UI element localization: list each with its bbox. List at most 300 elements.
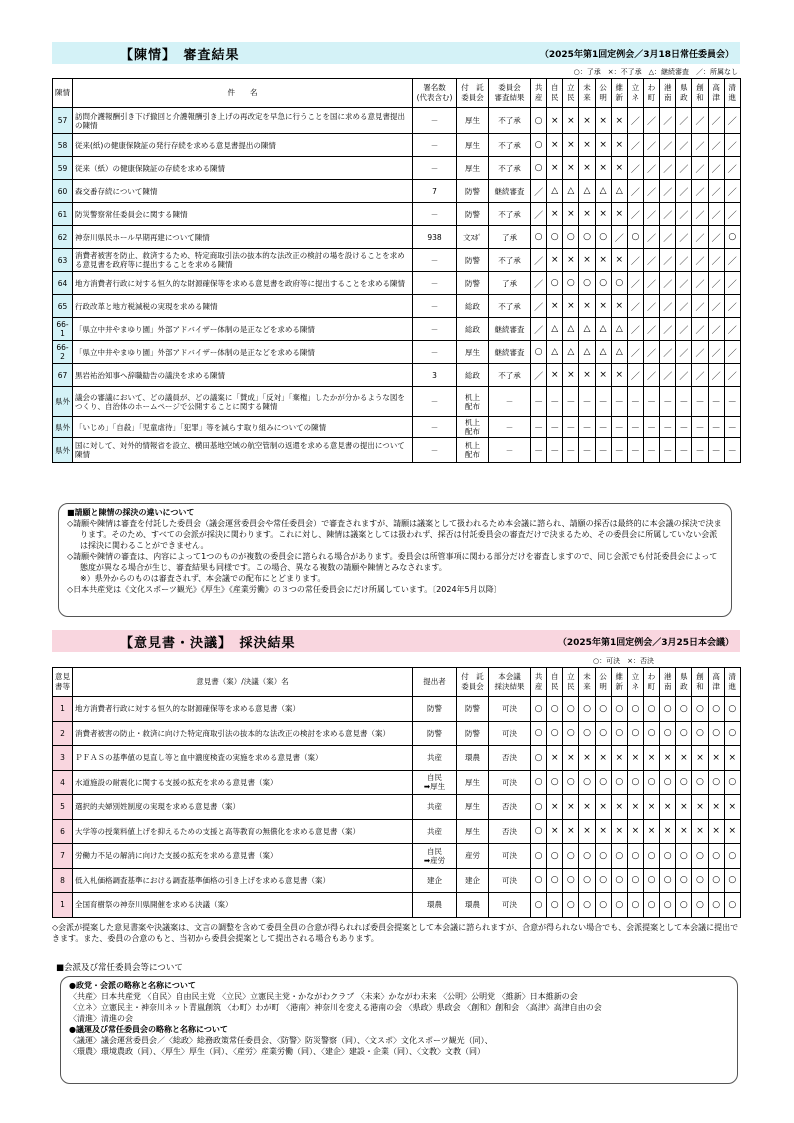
party-vote: － bbox=[724, 387, 740, 417]
party-vote: ○ bbox=[724, 844, 740, 869]
party-header bbox=[708, 79, 724, 108]
party-vote: － bbox=[643, 387, 659, 417]
party-vote: ○ bbox=[643, 697, 659, 722]
opinion-number: 6 bbox=[53, 819, 73, 844]
petition-row bbox=[53, 364, 741, 387]
party-vote: ／ bbox=[660, 249, 676, 272]
party-header-char: 共 bbox=[534, 672, 543, 681]
party-vote: ○ bbox=[531, 721, 547, 746]
col-sig: 署名数 (代表含む) bbox=[413, 79, 457, 108]
opinion-result: 可決 bbox=[489, 893, 531, 918]
note1-p3: ※）県外からのものは審査されず、本会議での配布にとどまります。 bbox=[80, 574, 326, 583]
party-header bbox=[595, 79, 611, 108]
petition-number: 67 bbox=[53, 364, 73, 387]
party-vote: × bbox=[611, 157, 627, 180]
party-vote: ／ bbox=[660, 157, 676, 180]
party-vote: ／ bbox=[643, 157, 659, 180]
petition-legend: ○：了承 ×：不了承 △：継続審査 ／：所属なし bbox=[573, 68, 738, 76]
party-header bbox=[660, 79, 676, 108]
col-com: 付 託 委員会 bbox=[457, 79, 489, 108]
petition-committee: 机上 配布 bbox=[457, 417, 489, 438]
opinion-note: ◇会派が提案した意見書案や決議案は、文言の調整を含めて委員全員の合意が得られれば委員会提案として本会議に諮られますが、合意が得られない場合でも、会派提案として本会議に提出できます。また、委員の合意のもと、当初から委員会提案として提出される場合もあります。 bbox=[52, 923, 739, 943]
petition-row bbox=[53, 387, 741, 417]
party-vote: ／ bbox=[676, 108, 692, 134]
party-vote: ／ bbox=[676, 157, 692, 180]
party-header-char: 民 bbox=[550, 93, 559, 102]
petition-name: 地方消費者行政に対する恒久的な財源確保等を求める意見書を政府等に提出することを求める陳情 bbox=[73, 272, 413, 295]
party-vote: － bbox=[579, 387, 595, 417]
col-name: 意見書（案）/決議（案）名 bbox=[73, 668, 413, 697]
party-vote: ／ bbox=[676, 249, 692, 272]
petition-committee: 厚生 bbox=[457, 108, 489, 134]
party-vote: ／ bbox=[692, 341, 708, 364]
opinion-row bbox=[53, 770, 741, 795]
party-vote: × bbox=[627, 795, 643, 820]
party-header-char: 維 bbox=[615, 672, 624, 681]
party-vote: ○ bbox=[595, 721, 611, 746]
party-header bbox=[627, 79, 643, 108]
party-vote: ／ bbox=[531, 249, 547, 272]
party-vote: × bbox=[708, 819, 724, 844]
petition-signatures: － bbox=[413, 417, 457, 438]
petition-row bbox=[53, 180, 741, 203]
party-header-char: わ bbox=[647, 83, 656, 92]
party-vote: ／ bbox=[708, 226, 724, 249]
party-header-char: 進 bbox=[728, 93, 736, 102]
party-vote: － bbox=[724, 417, 740, 438]
committee-abbr-line: 〈議運〉議会運営委員会／〈総政〉総務政策常任委員会、〈防警〉防災警察（同）、〈文スポ〉文化スポーツ観光（同）、 bbox=[69, 1036, 493, 1045]
party-header-char: 共 bbox=[534, 83, 543, 92]
party-vote: － bbox=[708, 417, 724, 438]
opinion-submitter: 防警 bbox=[413, 697, 457, 722]
party-vote: ○ bbox=[724, 721, 740, 746]
petition-row bbox=[53, 134, 741, 157]
party-vote: ／ bbox=[724, 249, 740, 272]
party-vote: △ bbox=[579, 180, 595, 203]
party-vote: × bbox=[595, 746, 611, 771]
party-vote: ／ bbox=[692, 272, 708, 295]
party-vote: ○ bbox=[708, 721, 724, 746]
party-vote: ／ bbox=[660, 364, 676, 387]
party-header bbox=[563, 668, 579, 697]
petition-signatures: 3 bbox=[413, 364, 457, 387]
party-vote: ○ bbox=[595, 272, 611, 295]
col-res: 本会議 採決結果 bbox=[489, 668, 531, 697]
petition-result: 了承 bbox=[489, 226, 531, 249]
party-header-char: 自 bbox=[550, 672, 559, 681]
party-vote: ○ bbox=[531, 341, 547, 364]
petition-row bbox=[53, 226, 741, 249]
petition-result: － bbox=[489, 387, 531, 417]
party-vote: ○ bbox=[531, 795, 547, 820]
party-vote: ○ bbox=[531, 819, 547, 844]
petition-signatures: － bbox=[413, 387, 457, 417]
petition-signatures: － bbox=[413, 108, 457, 134]
petition-name: 防災警察常任委員会に関する陳情 bbox=[73, 203, 413, 226]
party-header-char: 明 bbox=[599, 93, 607, 102]
party-vote: × bbox=[611, 134, 627, 157]
party-vote: ／ bbox=[692, 318, 708, 341]
party-vote: ○ bbox=[563, 893, 579, 918]
party-vote: ○ bbox=[611, 770, 627, 795]
opinion-name: ＰＦＡＳの基準値の見直し等と血中濃度検査の実施を求める意見書（案） bbox=[73, 746, 413, 771]
opinion-submitter: 共産 bbox=[413, 746, 457, 771]
opinion-name: 消費者被害の防止・救済に向けた特定商取引法の抜本的な法改正の検討を求める意見書（案） bbox=[73, 721, 413, 746]
party-vote: △ bbox=[547, 318, 563, 341]
party-vote: － bbox=[692, 417, 708, 438]
party-header-char: 高 bbox=[712, 672, 720, 681]
party-vote: × bbox=[676, 746, 692, 771]
party-vote: × bbox=[643, 795, 659, 820]
party-vote: ○ bbox=[547, 844, 563, 869]
petition-row bbox=[53, 438, 741, 463]
party-header-char: 産 bbox=[534, 93, 543, 102]
party-vote: × bbox=[660, 819, 676, 844]
party-vote: ／ bbox=[724, 134, 740, 157]
party-vote: × bbox=[595, 108, 611, 134]
opinion-number: 7 bbox=[53, 844, 73, 869]
petition-number: 66-1 bbox=[53, 318, 73, 341]
party-abbr-line: 〈立ネ〉立憲民主・神奈川ネット青嵐創筑 〈わ町〉わが町 〈港南〉神奈川を変える港南の会 〈県政〉県政会 〈創和〉創和会 〈高津〉高津自由の会 bbox=[69, 1003, 602, 1012]
party-vote: × bbox=[595, 364, 611, 387]
party-vote: ／ bbox=[724, 108, 740, 134]
party-vote: × bbox=[547, 108, 563, 134]
party-vote: ○ bbox=[595, 844, 611, 869]
party-vote: ／ bbox=[627, 318, 643, 341]
party-header-char: 港 bbox=[663, 672, 672, 681]
party-vote: ／ bbox=[676, 226, 692, 249]
opinion-committee: 産労 bbox=[457, 844, 489, 869]
petition-name: 黒岩祐治知事へ辞職勧告の議決を求める陳情 bbox=[73, 364, 413, 387]
party-vote: ○ bbox=[643, 844, 659, 869]
committee-abbr-line: 〈環農〉環境農政（同）、〈厚生〉厚生（同）、〈産労〉産業労働（同）、〈建企〉建設・企業（同）、〈文教〉文教（同） bbox=[69, 1047, 485, 1056]
party-vote: × bbox=[611, 249, 627, 272]
party-vote: △ bbox=[611, 318, 627, 341]
party-vote: － bbox=[611, 417, 627, 438]
opinion-submitter: 共産 bbox=[413, 795, 457, 820]
party-vote: × bbox=[660, 795, 676, 820]
party-vote: × bbox=[547, 134, 563, 157]
party-vote: × bbox=[692, 819, 708, 844]
party-vote: ○ bbox=[708, 868, 724, 893]
petition-name: 国に対して、対外的情報省を設立、横田基地空域の航空管制の返還を求める意見書の提出について陳情 bbox=[73, 438, 413, 463]
party-vote: × bbox=[611, 364, 627, 387]
party-vote: × bbox=[579, 157, 595, 180]
opinion-row bbox=[53, 697, 741, 722]
party-vote: × bbox=[611, 295, 627, 318]
petition-result: 了承 bbox=[489, 272, 531, 295]
party-vote: △ bbox=[611, 180, 627, 203]
petition-row bbox=[53, 272, 741, 295]
petition-row bbox=[53, 157, 741, 180]
party-header-char: 政 bbox=[680, 93, 688, 102]
opinion-committee: 環農 bbox=[457, 893, 489, 918]
party-vote: － bbox=[692, 387, 708, 417]
petition-signatures: 938 bbox=[413, 226, 457, 249]
party-header-char: わ bbox=[647, 672, 656, 681]
petition-row bbox=[53, 417, 741, 438]
party-header bbox=[692, 668, 708, 697]
petition-number: 県外 bbox=[53, 438, 73, 463]
party-vote: － bbox=[547, 417, 563, 438]
party-vote: ／ bbox=[660, 318, 676, 341]
party-vote: － bbox=[547, 387, 563, 417]
party-vote: ○ bbox=[627, 844, 643, 869]
opinion-name: 低入札価格調査基準における調査基準価格の引き上げを求める意見書（案） bbox=[73, 868, 413, 893]
party-header-char: 創 bbox=[696, 672, 704, 681]
party-header bbox=[660, 668, 676, 697]
opinion-result: 否決 bbox=[489, 746, 531, 771]
party-header-char: 南 bbox=[663, 93, 672, 102]
party-vote: － bbox=[643, 417, 659, 438]
party-vote: ／ bbox=[708, 203, 724, 226]
party-vote: ○ bbox=[643, 721, 659, 746]
petition-number: 66-2 bbox=[53, 341, 73, 364]
party-vote: ○ bbox=[692, 844, 708, 869]
opinion-number: 5 bbox=[53, 795, 73, 820]
party-vote: × bbox=[579, 746, 595, 771]
party-vote: × bbox=[643, 819, 659, 844]
party-vote: ○ bbox=[660, 697, 676, 722]
opinion-number: 4 bbox=[53, 770, 73, 795]
party-header-char: 県 bbox=[680, 672, 688, 681]
party-header bbox=[579, 668, 595, 697]
party-vote: ／ bbox=[660, 180, 676, 203]
party-vote: ○ bbox=[708, 697, 724, 722]
party-vote: ○ bbox=[595, 770, 611, 795]
party-vote: ○ bbox=[627, 770, 643, 795]
party-header bbox=[676, 79, 692, 108]
party-vote: ／ bbox=[692, 180, 708, 203]
party-vote: △ bbox=[563, 341, 579, 364]
party-vote: ○ bbox=[660, 770, 676, 795]
party-vote: ／ bbox=[676, 364, 692, 387]
opinion-result: 可決 bbox=[489, 868, 531, 893]
petition-signatures: 7 bbox=[413, 180, 457, 203]
party-vote: × bbox=[611, 203, 627, 226]
petition-result: － bbox=[489, 417, 531, 438]
party-vote: ○ bbox=[676, 893, 692, 918]
party-vote: × bbox=[579, 203, 595, 226]
opinion-submitter: 防警 bbox=[413, 721, 457, 746]
party-vote: ／ bbox=[708, 249, 724, 272]
opinion-row bbox=[53, 844, 741, 869]
party-header-char: 公 bbox=[599, 672, 607, 681]
opinion-name: 選択的夫婦別姓制度の実現を求める意見書（案） bbox=[73, 795, 413, 820]
party-vote: △ bbox=[563, 318, 579, 341]
party-vote: ／ bbox=[692, 134, 708, 157]
party-vote: × bbox=[676, 819, 692, 844]
party-vote: － bbox=[676, 417, 692, 438]
party-vote: × bbox=[627, 819, 643, 844]
party-header-char: 創 bbox=[696, 83, 704, 92]
party-vote: ／ bbox=[692, 157, 708, 180]
petition-result: 不了承 bbox=[489, 157, 531, 180]
party-vote: ／ bbox=[708, 364, 724, 387]
party-vote: ○ bbox=[531, 108, 547, 134]
party-header bbox=[643, 79, 659, 108]
party-vote: ○ bbox=[643, 770, 659, 795]
party-header-char: 津 bbox=[712, 682, 720, 691]
opinion-committee: 厚生 bbox=[457, 795, 489, 820]
opinion-result: 可決 bbox=[489, 721, 531, 746]
party-vote: ／ bbox=[627, 180, 643, 203]
party-header bbox=[595, 668, 611, 697]
petition-row bbox=[53, 295, 741, 318]
petition-committee: 防警 bbox=[457, 180, 489, 203]
party-vote: × bbox=[579, 795, 595, 820]
party-vote: ○ bbox=[579, 721, 595, 746]
opinion-row bbox=[53, 746, 741, 771]
party-vote: ／ bbox=[643, 341, 659, 364]
party-vote: ／ bbox=[692, 249, 708, 272]
petition-signatures: － bbox=[413, 203, 457, 226]
party-header bbox=[627, 668, 643, 697]
party-vote: ○ bbox=[531, 697, 547, 722]
party-vote: ／ bbox=[724, 318, 740, 341]
opinion-number: 1 bbox=[53, 697, 73, 722]
petition-committee: 文ｽﾎﾟ bbox=[457, 226, 489, 249]
party-vote: △ bbox=[595, 180, 611, 203]
party-vote: ／ bbox=[627, 295, 643, 318]
party-vote: ○ bbox=[708, 893, 724, 918]
opinion-name: 全国育樹祭の神奈川県開催を求める決議（案） bbox=[73, 893, 413, 918]
party-vote: ○ bbox=[531, 157, 547, 180]
opinion-result: 否決 bbox=[489, 819, 531, 844]
party-vote: ／ bbox=[627, 341, 643, 364]
party-vote: ／ bbox=[627, 203, 643, 226]
party-header-char: 明 bbox=[599, 682, 607, 691]
party-vote: ／ bbox=[724, 180, 740, 203]
opinion-committee: 防警 bbox=[457, 697, 489, 722]
opinion-result: 可決 bbox=[489, 770, 531, 795]
abbr-box bbox=[60, 976, 738, 1084]
party-vote: ／ bbox=[692, 364, 708, 387]
party-vote: ○ bbox=[692, 721, 708, 746]
petition-body bbox=[53, 108, 741, 463]
petition-result: 不了承 bbox=[489, 295, 531, 318]
party-header-char: 南 bbox=[663, 682, 672, 691]
party-abbr-heading: ●政党・会派の略称と名称について bbox=[69, 981, 196, 990]
petition-result: 不了承 bbox=[489, 203, 531, 226]
party-header bbox=[531, 79, 547, 108]
col-res: 委員会 審査結果 bbox=[489, 79, 531, 108]
party-vote: ○ bbox=[692, 893, 708, 918]
petition-name: 従来（紙）の健康保険証の存続を求める陳情 bbox=[73, 157, 413, 180]
party-vote: ○ bbox=[676, 697, 692, 722]
party-vote: × bbox=[595, 157, 611, 180]
party-header-char: 和 bbox=[696, 682, 704, 691]
party-vote: ○ bbox=[531, 746, 547, 771]
note1-heading: ■請願と陳情の採決の違いについて bbox=[67, 508, 195, 517]
party-vote: ／ bbox=[531, 203, 547, 226]
party-vote: ○ bbox=[563, 868, 579, 893]
party-header-char: 和 bbox=[696, 93, 704, 102]
party-vote: ○ bbox=[611, 893, 627, 918]
opinion-row bbox=[53, 893, 741, 918]
petition-signatures: － bbox=[413, 318, 457, 341]
party-vote: × bbox=[708, 795, 724, 820]
party-vote: ○ bbox=[531, 134, 547, 157]
col-name: 件 名 bbox=[73, 79, 413, 108]
party-vote: ／ bbox=[531, 364, 547, 387]
party-vote: ○ bbox=[692, 697, 708, 722]
party-vote: ／ bbox=[708, 272, 724, 295]
party-vote: ○ bbox=[611, 868, 627, 893]
party-vote: ○ bbox=[531, 868, 547, 893]
party-vote: △ bbox=[547, 180, 563, 203]
party-vote: ／ bbox=[708, 180, 724, 203]
party-vote: － bbox=[579, 417, 595, 438]
petition-committee: 机上 配布 bbox=[457, 438, 489, 463]
party-vote: × bbox=[547, 295, 563, 318]
party-header bbox=[724, 79, 740, 108]
opinion-submitter: 建企 bbox=[413, 868, 457, 893]
party-vote: ○ bbox=[595, 893, 611, 918]
petition-number: 県外 bbox=[53, 417, 73, 438]
party-vote: ／ bbox=[660, 108, 676, 134]
party-header-char: 町 bbox=[647, 93, 656, 102]
party-vote: ／ bbox=[708, 318, 724, 341]
petition-row bbox=[53, 341, 741, 364]
party-vote: × bbox=[579, 108, 595, 134]
party-abbr-line: 〈清進〉清進の会 bbox=[69, 1014, 133, 1023]
party-header-char: ネ bbox=[631, 93, 640, 102]
party-header-char: 進 bbox=[728, 682, 736, 691]
opinion-title-bar bbox=[52, 630, 740, 652]
party-vote: ／ bbox=[724, 272, 740, 295]
party-header-char: 清 bbox=[728, 83, 736, 92]
party-vote: ○ bbox=[611, 844, 627, 869]
petition-name: 森交番存続について陳情 bbox=[73, 180, 413, 203]
party-vote: － bbox=[676, 387, 692, 417]
note1-p1: ◇請願や陳情は審査を付託した委員会（議会運営委員会や常任委員会）で審査されますが、請願は議案として扱われるため本会議に諮られ、請願の採否は最終的に本会議の採決で決まります。そのため、すべての会派が採決に関わります。これに対し、陳情は議案としては扱われず、採否は付託委員会の審査だけで決まるため、その委員会に所属していない会派は採決に関わることができません。 bbox=[67, 519, 722, 550]
party-header-char: 自 bbox=[550, 83, 559, 92]
col-no: 意見 書等 bbox=[53, 668, 73, 697]
party-vote: ○ bbox=[692, 868, 708, 893]
party-header-char: ネ bbox=[631, 682, 640, 691]
party-vote: × bbox=[563, 134, 579, 157]
party-vote: － bbox=[676, 438, 692, 463]
col-com: 付 託 委員会 bbox=[457, 668, 489, 697]
note1-p4: ◇日本共産党は《文化スポーツ観光》《厚生》《産業労働》の３つの常任委員会にだけ所属しています。〔2024年5月以降〕 bbox=[67, 585, 502, 594]
petition-number: 57 bbox=[53, 108, 73, 134]
opinion-submitter: 自民 ➡厚生 bbox=[413, 770, 457, 795]
party-vote: × bbox=[547, 746, 563, 771]
opinion-submitter: 共産 bbox=[413, 819, 457, 844]
party-vote: － bbox=[643, 438, 659, 463]
party-header bbox=[692, 79, 708, 108]
party-vote: ／ bbox=[676, 272, 692, 295]
party-vote: ○ bbox=[579, 697, 595, 722]
opinion-row bbox=[53, 819, 741, 844]
party-vote: － bbox=[531, 417, 547, 438]
party-vote: － bbox=[595, 417, 611, 438]
party-vote: － bbox=[563, 438, 579, 463]
party-vote: ○ bbox=[595, 697, 611, 722]
opinion-name: 地方消費者行政に対する恒久的な財源確保等を求める意見書（案） bbox=[73, 697, 413, 722]
opinion-committee: 環農 bbox=[457, 746, 489, 771]
party-vote: ／ bbox=[676, 318, 692, 341]
petition-signatures: － bbox=[413, 438, 457, 463]
party-vote: ／ bbox=[660, 272, 676, 295]
party-vote: ／ bbox=[660, 203, 676, 226]
opinion-legend: ○：可決 ×：否決 bbox=[593, 657, 654, 665]
petition-session: （2025年第1回定例会／3月18日常任委員会） bbox=[539, 49, 734, 60]
opinion-committee: 厚生 bbox=[457, 770, 489, 795]
party-vote: － bbox=[724, 438, 740, 463]
party-header-char: 高 bbox=[712, 83, 720, 92]
